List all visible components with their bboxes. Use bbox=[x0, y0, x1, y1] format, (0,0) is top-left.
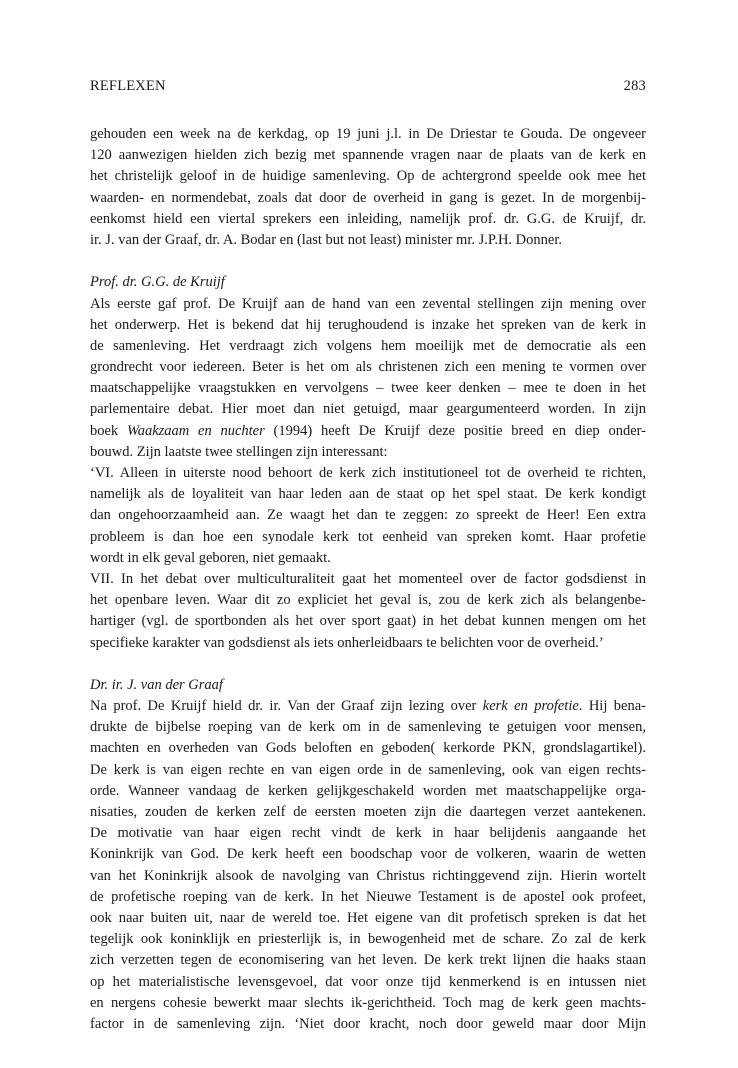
section-de-kruijf bbox=[90, 294, 646, 654]
text-line: Koninkrijk van God. De kerk heeft een boodschap voor de volkeren, waarin de wetten bbox=[90, 846, 646, 863]
text-line: eenkomst hield een viertal sprekers een inleiding, namelijk prof. dr. G.G. de Kruijf, dr. bbox=[90, 210, 646, 227]
text-line: het christelijk geloof in de huidige samenleving. Op de achtergrond speelde ook mee het bbox=[90, 168, 646, 185]
paragraph-gap bbox=[90, 251, 646, 272]
text-line: De kerk is van eigen rechte en van eigen orde in de samenleving, ook van eigen rechts- bbox=[90, 761, 646, 778]
text-line: het onderwerp. Het is bekend dat hij terughoudend is inzake het spreken van de kerk in bbox=[90, 316, 646, 333]
text-run: boek bbox=[90, 422, 127, 439]
text-line: de profetische roeping van de kerk. In het Nieuwe Testament is de apostel ook profeet, bbox=[90, 888, 646, 905]
text-line: waarden- en normendebat, zoals dat door de overheid in gang is gezet. In de morgenbij- bbox=[90, 189, 646, 206]
text-line: van het Koninkrijk alsook de navolging van Christus richtinggevend zijn. Hierin wortelt bbox=[90, 867, 646, 884]
lecture-title: kerk en profetie bbox=[482, 698, 579, 715]
text-line: factor in de samenleving zijn. ‘Niet door kracht, noch door geweld maar door Mijn bbox=[90, 1015, 646, 1032]
text-line: wordt in elk geval geboren, niet gemaakt. bbox=[90, 549, 331, 566]
text-run: Na prof. De Kruijf hield dr. ir. Van der Graaf zijn lezing over bbox=[90, 698, 483, 715]
text-line: hartiger (vgl. de sportbonden als het over sport gaat) in het debat kunnen mengen om het bbox=[90, 613, 646, 630]
text-line: ir. J. van der Graaf, dr. A. Bodar en (last but not least) minister mr. J.P.H. Donner. bbox=[90, 231, 562, 248]
text-run: . Hij bena- bbox=[578, 698, 646, 715]
text-line: specifieke karakter van godsdienst als iets onherleidbaars te belichten voor de overheid.’ bbox=[90, 634, 604, 651]
text-line: 120 aanwezigen hielden zich bezig met spannende vragen naar de plaats van de kerk en bbox=[90, 147, 646, 164]
intro-paragraph bbox=[90, 124, 646, 251]
text-line: VII. In het debat over multiculturaliteit gaat het momenteel over de factor godsdienst in bbox=[90, 570, 646, 587]
text-line: probleem is dan hoe een synodale kerk tot eenheid van spreken komt. Haar profetie bbox=[90, 528, 646, 545]
text-line-book bbox=[90, 421, 646, 442]
text-line: maatschappelijke vraagstukken en vervolgens – twee keer denken – mee te doen in het bbox=[90, 380, 646, 397]
page-number: 283 bbox=[623, 78, 646, 94]
text-line: gehouden een week na de kerkdag, op 19 juni j.l. in De Driestar te Gouda. De ongeveer bbox=[90, 126, 646, 142]
text-line: ‘VI. Alleen in uiterste nood behoort de kerk zich institutioneel tot de overheid te richten, bbox=[90, 465, 646, 481]
text-line-lecture bbox=[90, 696, 646, 717]
text-line: grondrecht voor iedereen. Beter is het om als christenen zich een mening te vormen over bbox=[90, 359, 646, 376]
text-line: parlementaire debat. Hier moet dan niet getuigd, maar geargumenteerd worden. In zijn bbox=[90, 401, 646, 418]
text-line: Als eerste gaf prof. De Kruijf aan de hand van een zevental stellingen zijn mening over bbox=[90, 295, 646, 312]
text-line: bouwd. Zijn laatste twee stellingen zijn interessant: bbox=[90, 443, 388, 460]
text-line: ook naar buiten uit, naar de wereld toe. Het eigene van dit profetisch spreken is dat het bbox=[90, 909, 646, 926]
running-header bbox=[90, 78, 646, 95]
section-heading-van-der-graaf: Dr. ir. J. van der Graaf bbox=[90, 676, 223, 693]
body-text bbox=[90, 124, 646, 1035]
text-run: (1994) heeft De Kruijf deze positie breed en diep onder- bbox=[264, 422, 647, 439]
text-line: nisaties, zouden de kerken zelf de eersten moeten zijn die daartegen verzet aantekenen. bbox=[90, 804, 646, 820]
text-line: orde. Wanneer vandaag de kerken gelijkgeschakeld worden met maatschappelijke orga- bbox=[90, 782, 646, 799]
book-title: Waakzaam en nuchter bbox=[126, 422, 265, 439]
text-line: het openbare leven. Waar dit zo expliciet het geval is, zou de kerk zich als belangenbe- bbox=[90, 592, 646, 609]
text-line: en nergens cohesie bewerkt maar slechts ik-gerichtheid. Toch mag de kerk geen machts- bbox=[90, 994, 646, 1011]
section-van-der-graaf bbox=[90, 696, 646, 1035]
running-head-title: REFLEXEN bbox=[90, 78, 166, 94]
text-line: namelijk als de loyaliteit van haar leden aan de staat op het spel staat. De kerk kondigt bbox=[90, 486, 646, 503]
text-line: drukte de bijbelse roeping van de kerk om in de samenleving te getuigen voor mensen, bbox=[90, 719, 646, 736]
text-line: De motivatie van haar eigen recht vindt de kerk in haar belijdenis aangaande het bbox=[90, 825, 646, 842]
paragraph-gap bbox=[90, 654, 646, 675]
section-heading-de-kruijf: Prof. dr. G.G. de Kruijf bbox=[90, 274, 225, 291]
text-line: op het materialistische levensgevoel, dat voor onze tijd kenmerkend is en intussen niet bbox=[90, 973, 646, 990]
text-line: tegelijk ook koninklijk en priesterlijk is, in bewogenheid met de schare. Zo zal de kerk bbox=[90, 931, 646, 948]
text-line: machten en overheden van Gods beloften en geboden( kerkorde PKN, grondslagartikel). bbox=[90, 740, 646, 757]
text-line: dan ongehoorzaamheid aan. Ze waagt het dan te zeggen: zo spreekt de Heer! Een extra bbox=[90, 507, 646, 524]
text-line: de samenleving. Het verdraagt zich volgens hem moeilijk met de democratie als een bbox=[90, 337, 646, 354]
text-line: zich verzetten tegen de economisering van het leven. De kerk trekt lijnen die haaks staan bbox=[90, 952, 646, 969]
